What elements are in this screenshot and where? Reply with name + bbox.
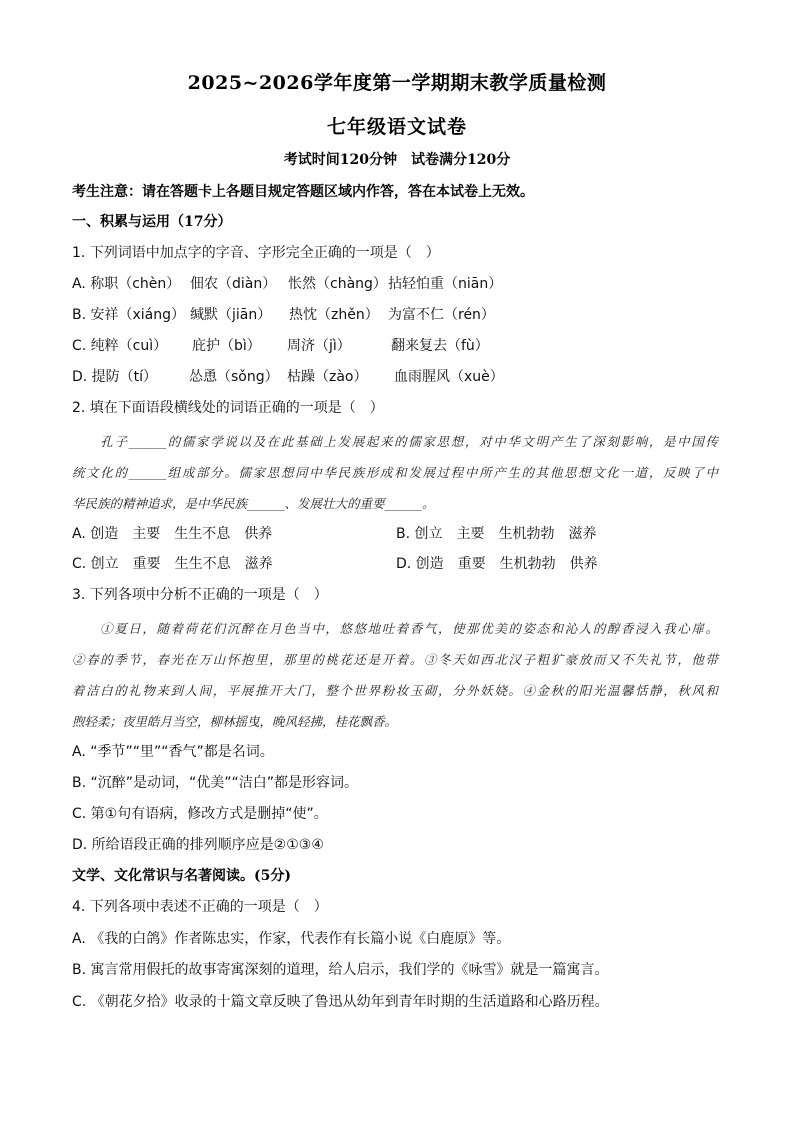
q1-a-word-3: 怅然（chàng） bbox=[288, 276, 387, 292]
q3-option-a: A. “季节”“里”“香气”都是名词。 bbox=[72, 744, 274, 760]
q1-option-d bbox=[72, 367, 504, 387]
q1-b-word-4: 为富不仁（rén） bbox=[388, 307, 495, 323]
q1-a-word-4: 拈轻怕重（niān） bbox=[388, 276, 503, 292]
q1-c-word-3: 周济（jì） bbox=[287, 338, 351, 354]
q1-b-word-3: 热忱（zhěn） bbox=[289, 307, 379, 323]
q2-option-d: D. 创造 重要 生机勃勃 供养 bbox=[396, 556, 598, 572]
q1-d-word-2: 怂恿（sǒng） bbox=[189, 369, 279, 385]
exam-title: 2025~2026学年度第一学期期末教学质量检测 bbox=[187, 72, 607, 94]
q1-c-word-2: 庇护（bì） bbox=[192, 338, 261, 354]
q3-passage-line-1: ①夏日，随着荷花们沉醉在月色当中，悠悠地吐着香气，使那优美的姿态和沁人的醇香浸入我心扉。 bbox=[72, 621, 718, 636]
q1-d-word-3: 枯躁（zào） bbox=[287, 369, 368, 385]
q1-a-word-2: 佃农（diàn） bbox=[190, 276, 277, 292]
q3-option-d: D. 所给语段正确的排列顺序应是②①③④ bbox=[72, 837, 324, 853]
q2-passage-line-2: 统文化的______组成部分。儒家思想同中华民族形成和发展过程中所产生的其他思想文化一道，反映了中 bbox=[72, 465, 718, 480]
q1-option-c bbox=[72, 336, 489, 356]
question-1-stem: 1. 下列词语中加点字的字音、字形完全正确的一项是（ ） bbox=[72, 245, 440, 261]
q1-a-word-1: A. 称职（chèn） bbox=[72, 276, 181, 292]
q2-passage-line-3: 华民族的精神追求，是中华民族______、发展壮大的重要______。 bbox=[72, 496, 435, 511]
q1-d-word-4: 血雨腥风（xuè） bbox=[394, 369, 504, 385]
q3-passage-line-3: 着洁白的礼物来到人间，平展推开大门，整个世界粉妆玉砌，分外妖娆。④金秋的阳光温馨恬静，秋风和 bbox=[72, 683, 718, 698]
q3-option-b: B. “沉醉”是动词，“优美”“洁白”都是形容词。 bbox=[72, 775, 359, 791]
section-heading-2: 文学、文化常识与名著阅读。(5分) bbox=[72, 868, 291, 884]
q1-c-word-4: 翻来复去（fù） bbox=[391, 338, 489, 354]
q2-option-c: C. 创立 重要 生生不息 滋养 bbox=[72, 556, 273, 572]
q3-passage-line-2: ②春的季节，春光在万山怀抱里，那里的桃花还是开着。③冬天如西北汉子粗犷豪放而又不失礼节，他带 bbox=[72, 652, 718, 667]
section-heading-1: 一、积累与运用（17分） bbox=[72, 214, 232, 230]
question-2-stem: 2. 填在下面语段横线处的词语正确的一项是（ ） bbox=[72, 400, 384, 416]
q4-option-a: A. 《我的白鸽》作者陈忠实，作家，代表作有长篇小说《白鹿原》等。 bbox=[72, 931, 511, 947]
q2-option-b: B. 创立 主要 生机勃勃 滋养 bbox=[396, 526, 597, 542]
question-4-stem: 4. 下列各项中表述不正确的一项是（ ） bbox=[72, 899, 328, 915]
q4-option-c: C. 《朝花夕拾》收录的十篇文章反映了鲁迅从幼年到青年时期的生活道路和心路历程。 bbox=[72, 994, 609, 1010]
exam-subtitle: 七年级语文试卷 bbox=[326, 116, 467, 138]
q2-option-a: A. 创造 主要 生生不息 供养 bbox=[72, 526, 273, 542]
exam-info: 考试时间120分钟 试卷满分120分 bbox=[283, 152, 511, 168]
q1-b-word-1: B. 安祥（xiáng） bbox=[72, 307, 186, 323]
question-3-stem: 3. 下列各项中分析不正确的一项是（ ） bbox=[72, 587, 328, 603]
q3-option-c: C. 第①句有语病，修改方式是删掉“使”。 bbox=[72, 806, 328, 822]
q1-d-word-1: D. 提防（tí） bbox=[72, 369, 158, 385]
q1-option-b bbox=[72, 305, 495, 325]
q3-passage-line-4: 煦轻柔；夜里皓月当空，柳林摇曳，晚风轻拂，桂花飘香。 bbox=[72, 714, 398, 729]
q4-option-b: B. 寓言常用假托的故事寄寓深刻的道理，给人启示，我们学的《咏雪》就是一篇寓言。 bbox=[72, 962, 609, 978]
q2-passage-line-1: 孔子______的儒家学说以及在此基础上发展起来的儒家思想，对中华文明产生了深刻影响，是中国传 bbox=[72, 434, 718, 449]
q1-b-word-2: 缄默（jiān） bbox=[190, 307, 272, 323]
candidate-notice: 考生注意：请在答题卡上各题目规定答题区域内作答，答在本试卷上无效。 bbox=[72, 184, 534, 200]
q1-c-word-1: C. 纯粹（cuì） bbox=[72, 338, 168, 354]
q1-option-a bbox=[72, 274, 502, 294]
